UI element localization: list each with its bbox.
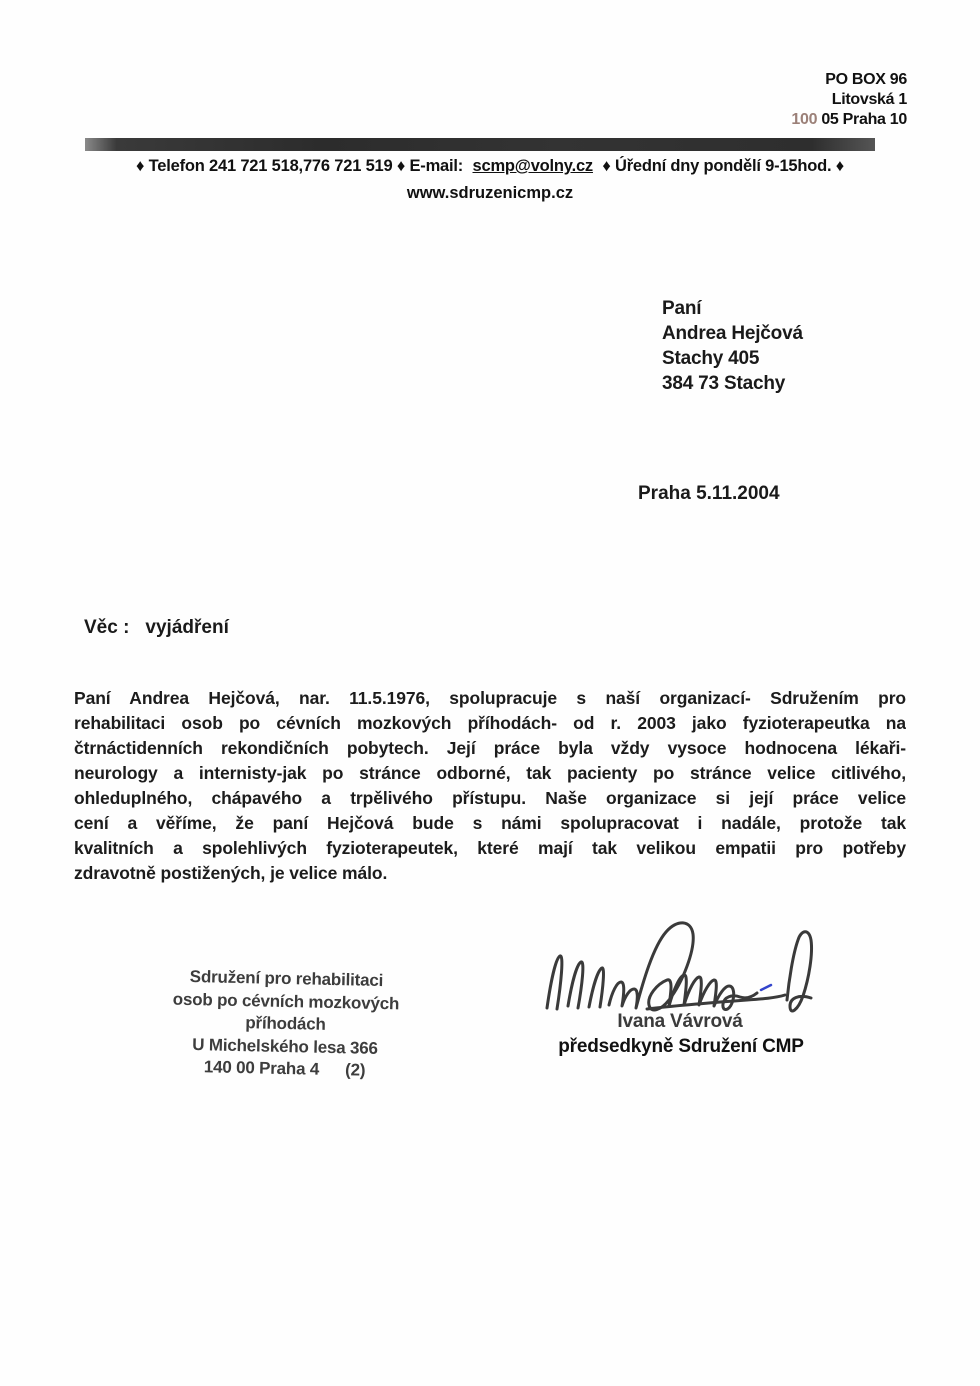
letterhead-street: Litovská 1 — [831, 91, 907, 108]
letterhead-zip-faded: 100 — [791, 111, 818, 128]
stamp-street-line: U Michelského lesa 366 — [192, 1034, 378, 1058]
subject-line — [84, 617, 229, 639]
contact-line — [60, 157, 920, 176]
contact-office-hours-segment: ♦ Úřední dny pondělí 9-15hod. ♦ — [602, 157, 845, 175]
contact-phone-segment: ♦ Telefon 241 721 518,776 721 519 ♦ E-mail: — [135, 157, 464, 175]
body-line: zdravotně postižených, je velice málo. — [74, 863, 388, 883]
signatory-name: Ivana Vávrová — [617, 1011, 743, 1032]
body-line: rehabilitaci osob po cévních mozkových příhodách- od r. 2003 jako fyzioterapeutka na — [74, 713, 906, 733]
body-line: cení a věříme, že paní Hejčová bude s námi spolupracovat i nadále, protože tak — [74, 813, 906, 833]
recipient-city: 384 73 Stachy — [662, 373, 786, 394]
letterhead-pobox: PO BOX 96 — [825, 71, 907, 88]
signatory-title: předsedkyně Sdružení CMP — [558, 1036, 804, 1057]
handwritten-signature — [535, 912, 825, 1020]
signature-stroke — [589, 968, 603, 1007]
stamp-page-note: (2) — [344, 1060, 366, 1080]
body-line: neurology a internisty-jak po stránce odborné, tak pacienty po stránce velice citlivého, — [74, 763, 906, 783]
email-address: scmp@volny.cz — [472, 157, 593, 175]
body-line: kvalitních a spolehlivých fyzioterapeutek, které mají tak velikou empatii pro potřeby — [74, 838, 906, 858]
subject-value: vyjádření — [145, 617, 229, 638]
recipient-salutation: Paní — [662, 298, 702, 319]
stamp-org-line: příhodách — [245, 1013, 326, 1034]
signature-stroke — [568, 962, 583, 1008]
website-line: www.sdruzenicmp.cz — [406, 184, 574, 202]
body-line: ohleduplného, chápavého a trpělivého přístupu. Naše organizace si její práce velice — [74, 788, 906, 808]
stamp-city: 140 00 Praha 4 — [203, 1057, 320, 1079]
stamp-org-line: osob po cévních mozkových — [172, 989, 400, 1013]
recipient-street: Stachy 405 — [662, 348, 760, 369]
letterhead-city-line — [791, 110, 907, 130]
org-stamp — [127, 965, 444, 1084]
signature-blue-mark — [761, 985, 771, 990]
letterhead-divider-bar — [85, 138, 875, 151]
letterhead-city-rest: 05 Praha 10 — [817, 111, 907, 128]
dateline: Praha 5.11.2004 — [638, 483, 780, 504]
stamp-org-line: Sdružení pro rehabilitaci — [189, 966, 384, 991]
signature-stroke — [787, 932, 812, 1011]
recipient-address-block — [662, 296, 803, 396]
letterhead-address-block — [791, 70, 907, 130]
signature-stroke — [609, 923, 757, 1010]
signature-stroke — [547, 956, 562, 1009]
body-line: čtrnáctidenních rekondičních pobytech. Její práce byla vždy vysoce hodnocena lékaři- — [74, 738, 906, 758]
subject-label: Věc : — [84, 617, 130, 638]
letter-body-paragraph — [74, 686, 906, 886]
body-line: Paní Andrea Hejčová, nar. 11.5.1976, spolupracuje s naší organizací- Sdružením pro — [74, 688, 906, 708]
recipient-name: Andrea Hejčová — [662, 323, 803, 344]
